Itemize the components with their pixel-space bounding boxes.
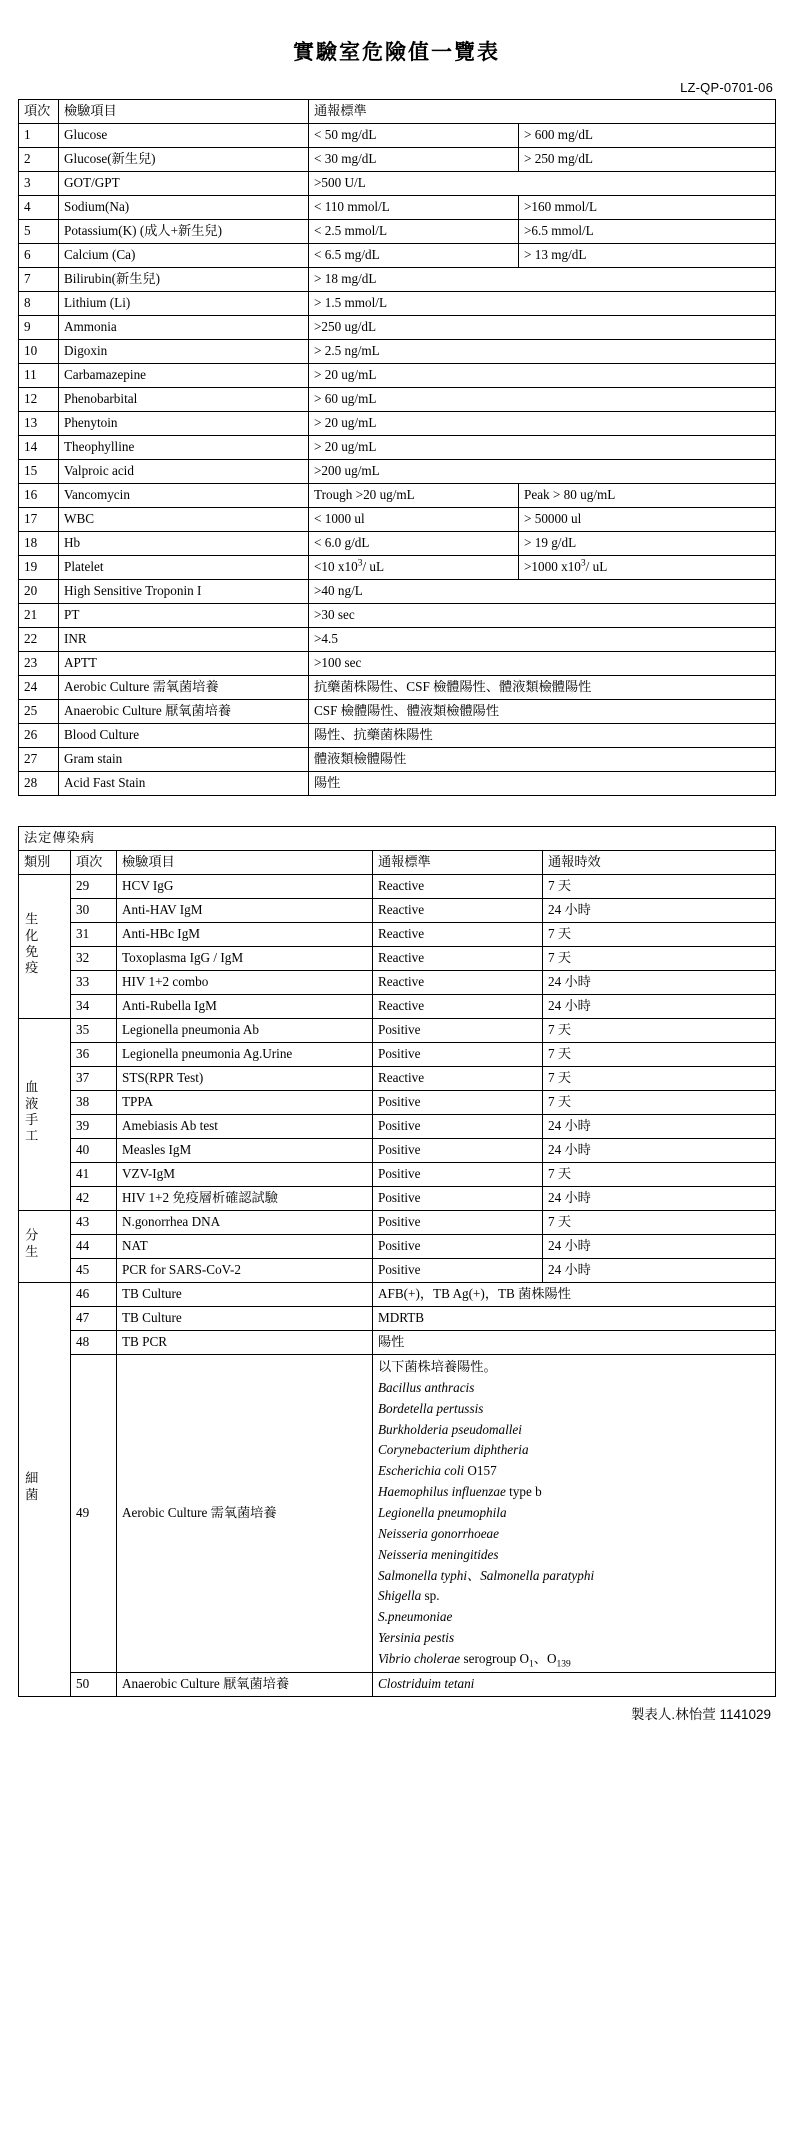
row-no: 21 bbox=[19, 604, 59, 628]
row-no: 41 bbox=[71, 1163, 117, 1187]
row-item: Phenytoin bbox=[59, 412, 309, 436]
table-row bbox=[19, 1259, 776, 1283]
row-no: 35 bbox=[71, 1019, 117, 1043]
row-criteria: > 18 mg/dL bbox=[309, 268, 776, 292]
row-item: WBC bbox=[59, 508, 309, 532]
table-row bbox=[19, 947, 776, 971]
table-row bbox=[19, 1019, 776, 1043]
table-row bbox=[19, 148, 776, 172]
table-row bbox=[19, 364, 776, 388]
row-no: 33 bbox=[71, 971, 117, 995]
row-criteria: > 20 ug/mL bbox=[309, 436, 776, 460]
row-no: 26 bbox=[19, 724, 59, 748]
row-criteria: 陽性 bbox=[373, 1331, 776, 1355]
row-no: 36 bbox=[71, 1043, 117, 1067]
row-criteria: Reactive bbox=[373, 875, 543, 899]
row-criteria: Positive bbox=[373, 1235, 543, 1259]
row-criteria: >30 sec bbox=[309, 604, 776, 628]
row-item: Anti-HBc IgM bbox=[117, 923, 373, 947]
row-item: Lithium (Li) bbox=[59, 292, 309, 316]
row-criteria-low: < 30 mg/dL bbox=[309, 148, 519, 172]
row-criteria: Positive bbox=[373, 1019, 543, 1043]
row-criteria-high: >6.5 mmol/L bbox=[519, 220, 776, 244]
table-row bbox=[19, 1283, 776, 1307]
table-row bbox=[19, 124, 776, 148]
row-deadline: 24 小時 bbox=[543, 995, 776, 1019]
row-criteria: Reactive bbox=[373, 923, 543, 947]
row-criteria: > 20 ug/mL bbox=[309, 412, 776, 436]
row-deadline: 7 天 bbox=[543, 1091, 776, 1115]
table-row bbox=[19, 460, 776, 484]
row-criteria: AFB(+)，TB Ag(+)，TB 菌株陽性 bbox=[373, 1283, 776, 1307]
row-item: PCR for SARS-CoV-2 bbox=[117, 1259, 373, 1283]
row-criteria-low: <10 $x10^3/$ uL bbox=[309, 556, 519, 580]
table-row bbox=[19, 1235, 776, 1259]
row-no: 2 bbox=[19, 148, 59, 172]
section-title: 法定傳染病 bbox=[19, 827, 776, 851]
organism-name: Burkholderia pseudomallei bbox=[378, 1421, 522, 1437]
header-category: 類別 bbox=[19, 851, 71, 875]
row-item: INR bbox=[59, 628, 309, 652]
header-deadline: 通報時效 bbox=[543, 851, 776, 875]
row-criteria: Positive bbox=[373, 1259, 543, 1283]
row-no: 19 bbox=[19, 556, 59, 580]
row-criteria: Clostriduim tetani bbox=[373, 1672, 776, 1696]
row-item: TB Culture bbox=[117, 1283, 373, 1307]
row-no: 47 bbox=[71, 1307, 117, 1331]
row-item: STS(RPR Test) bbox=[117, 1067, 373, 1091]
header-no: 項次 bbox=[71, 851, 117, 875]
table-row bbox=[19, 772, 776, 796]
table-row bbox=[19, 971, 776, 995]
row-item: APTT bbox=[59, 652, 309, 676]
row-item: Anaerobic Culture 厭氧菌培養 bbox=[59, 700, 309, 724]
row-item: TB Culture bbox=[117, 1307, 373, 1331]
table-row bbox=[19, 580, 776, 604]
row-deadline: 7 天 bbox=[543, 1043, 776, 1067]
row-no: 39 bbox=[71, 1115, 117, 1139]
row-item: PT bbox=[59, 604, 309, 628]
table-row bbox=[19, 1067, 776, 1091]
row-deadline: 24 小時 bbox=[543, 1259, 776, 1283]
row-item: Valproic acid bbox=[59, 460, 309, 484]
row-criteria: CSF 檢體陽性、體液類檢體陽性 bbox=[309, 700, 776, 724]
row-criteria-high: >160 mmol/L bbox=[519, 196, 776, 220]
organism-name: Bordetella pertussis bbox=[378, 1400, 484, 1416]
header-no: 項次 bbox=[19, 100, 59, 124]
row-item: Gram stain bbox=[59, 748, 309, 772]
row-no: 27 bbox=[19, 748, 59, 772]
table-row bbox=[19, 652, 776, 676]
row-criteria-low: < 2.5 mmol/L bbox=[309, 220, 519, 244]
critical-values-body bbox=[19, 124, 776, 796]
row-item: Ammonia bbox=[59, 316, 309, 340]
row-no: 3 bbox=[19, 172, 59, 196]
table-row bbox=[19, 899, 776, 923]
table-row bbox=[19, 604, 776, 628]
table-row bbox=[19, 700, 776, 724]
table-row bbox=[19, 676, 776, 700]
row-no: 32 bbox=[71, 947, 117, 971]
table-row bbox=[19, 508, 776, 532]
header-item: 檢驗項目 bbox=[117, 851, 373, 875]
row-deadline: 24 小時 bbox=[543, 971, 776, 995]
row-no: 30 bbox=[71, 899, 117, 923]
row-item: VZV-IgM bbox=[117, 1163, 373, 1187]
organism-name: Neisseria meningitides bbox=[378, 1546, 499, 1562]
row-no: 40 bbox=[71, 1139, 117, 1163]
row-item: HCV IgG bbox=[117, 875, 373, 899]
row-criteria-high: > 600 mg/dL bbox=[519, 124, 776, 148]
table-row bbox=[19, 388, 776, 412]
row-item: Legionella pneumonia Ab bbox=[117, 1019, 373, 1043]
row-item: Acid Fast Stain bbox=[59, 772, 309, 796]
row-criteria-low: < 110 mmol/L bbox=[309, 196, 519, 220]
table-row bbox=[19, 628, 776, 652]
row-no: 37 bbox=[71, 1067, 117, 1091]
row-criteria: > 1.5 mmol/L bbox=[309, 292, 776, 316]
notifiable-diseases-body bbox=[19, 827, 776, 1697]
row-no: 28 bbox=[19, 772, 59, 796]
row-criteria-low: < 1000 ul bbox=[309, 508, 519, 532]
row-no: 50 bbox=[71, 1672, 117, 1696]
row-item: Anti-Rubella IgM bbox=[117, 995, 373, 1019]
table-row bbox=[19, 532, 776, 556]
row-item: Glucose(新生兒) bbox=[59, 148, 309, 172]
table-row bbox=[19, 436, 776, 460]
row-deadline: 7 天 bbox=[543, 875, 776, 899]
row-item: Aerobic Culture 需氧菌培養 bbox=[117, 1355, 373, 1673]
row-criteria-high: Peak > 80 ug/mL bbox=[519, 484, 776, 508]
row-criteria-low: < 6.5 mg/dL bbox=[309, 244, 519, 268]
row-criteria: 陽性、抗藥菌株陽性 bbox=[309, 724, 776, 748]
table-row bbox=[19, 1139, 776, 1163]
row-criteria: >4.5 bbox=[309, 628, 776, 652]
row-deadline: 7 天 bbox=[543, 1067, 776, 1091]
row-no: 25 bbox=[19, 700, 59, 724]
table-row bbox=[19, 244, 776, 268]
row-criteria: Reactive bbox=[373, 899, 543, 923]
category-label: 分生 bbox=[19, 1211, 71, 1283]
table-row bbox=[19, 748, 776, 772]
row-item: Platelet bbox=[59, 556, 309, 580]
organism-name: Legionella pneumophila bbox=[378, 1505, 507, 1521]
row-item: Glucose bbox=[59, 124, 309, 148]
row-deadline: 7 天 bbox=[543, 1163, 776, 1187]
row-item: Calcium (Ca) bbox=[59, 244, 309, 268]
notifiable-diseases-table bbox=[18, 826, 776, 1697]
row-criteria: Positive bbox=[373, 1115, 543, 1139]
table-row bbox=[19, 1211, 776, 1235]
row-no: 17 bbox=[19, 508, 59, 532]
row-criteria: Reactive bbox=[373, 947, 543, 971]
row-item: HIV 1+2 免疫層析確認試驗 bbox=[117, 1187, 373, 1211]
row-no: 22 bbox=[19, 628, 59, 652]
row-criteria: Reactive bbox=[373, 1067, 543, 1091]
table-row bbox=[19, 412, 776, 436]
table-row bbox=[19, 724, 776, 748]
table-row bbox=[19, 875, 776, 899]
row-criteria: Positive bbox=[373, 1091, 543, 1115]
table-row bbox=[19, 1355, 776, 1673]
table-row bbox=[19, 556, 776, 580]
row-no: 13 bbox=[19, 412, 59, 436]
row-criteria: MDRTB bbox=[373, 1307, 776, 1331]
document-code: LZ-QP-0701-06 bbox=[680, 80, 773, 95]
row-no: 11 bbox=[19, 364, 59, 388]
row-item: TPPA bbox=[117, 1091, 373, 1115]
row-item: NAT bbox=[117, 1235, 373, 1259]
row-no: 44 bbox=[71, 1235, 117, 1259]
row-item: Phenobarbital bbox=[59, 388, 309, 412]
row-no: 16 bbox=[19, 484, 59, 508]
row-item: Aerobic Culture 需氧菌培養 bbox=[59, 676, 309, 700]
table-row bbox=[19, 316, 776, 340]
row-deadline: 24 小時 bbox=[543, 899, 776, 923]
row-no: 1 bbox=[19, 124, 59, 148]
row-deadline: 24 小時 bbox=[543, 1139, 776, 1163]
row-criteria: >250 ug/dL bbox=[309, 316, 776, 340]
row-item: Vancomycin bbox=[59, 484, 309, 508]
table-row bbox=[19, 1331, 776, 1355]
table-row bbox=[19, 340, 776, 364]
row-criteria-high: > 50000 ul bbox=[519, 508, 776, 532]
row-no: 4 bbox=[19, 196, 59, 220]
table-row bbox=[19, 1043, 776, 1067]
row-item: Theophylline bbox=[59, 436, 309, 460]
row-deadline: 7 天 bbox=[543, 1211, 776, 1235]
row-criteria: 抗藥菌株陽性、CSF 檢體陽性、體液類檢體陽性 bbox=[309, 676, 776, 700]
row-criteria: 體液類檢體陽性 bbox=[309, 748, 776, 772]
row-item: HIV 1+2 combo bbox=[117, 971, 373, 995]
row-criteria: > 60 ug/mL bbox=[309, 388, 776, 412]
row-item: Digoxin bbox=[59, 340, 309, 364]
row-item: Hb bbox=[59, 532, 309, 556]
row-item: Anaerobic Culture 厭氧菌培養 bbox=[117, 1672, 373, 1696]
category-label: 細菌 bbox=[19, 1283, 71, 1697]
row-no: 29 bbox=[71, 875, 117, 899]
row-no: 34 bbox=[71, 995, 117, 1019]
row-criteria-low: < 50 mg/dL bbox=[309, 124, 519, 148]
row-no: 31 bbox=[71, 923, 117, 947]
row-no: 45 bbox=[71, 1259, 117, 1283]
row-item: GOT/GPT bbox=[59, 172, 309, 196]
organism-name: Corynebacterium diphtheria bbox=[378, 1442, 529, 1458]
row-criteria bbox=[373, 1355, 776, 1673]
row-no: 42 bbox=[71, 1187, 117, 1211]
table-row bbox=[19, 484, 776, 508]
row-criteria: >100 sec bbox=[309, 652, 776, 676]
row-item: TB PCR bbox=[117, 1331, 373, 1355]
row-criteria-high: > 19 g/dL bbox=[519, 532, 776, 556]
table-row bbox=[19, 196, 776, 220]
row-item: Measles IgM bbox=[117, 1139, 373, 1163]
row-no: 23 bbox=[19, 652, 59, 676]
table-row bbox=[19, 220, 776, 244]
row-criteria: Positive bbox=[373, 1211, 543, 1235]
bacteria-lead: 以下菌株培養陽性。 bbox=[378, 1359, 497, 1374]
row-item: Toxoplasma IgG / IgM bbox=[117, 947, 373, 971]
row-no: 15 bbox=[19, 460, 59, 484]
table-row bbox=[19, 268, 776, 292]
organism-name: S.pneumoniae bbox=[378, 1609, 453, 1625]
table-gap bbox=[18, 796, 775, 826]
organism-name: Neisseria gonorrhoeae bbox=[378, 1525, 500, 1541]
section-title-row bbox=[19, 827, 776, 851]
row-criteria: 陽性 bbox=[309, 772, 776, 796]
row-item: Potassium(K) (成人+新生兒) bbox=[59, 220, 309, 244]
category-label: 血液手工 bbox=[19, 1019, 71, 1211]
table-row bbox=[19, 292, 776, 316]
row-criteria: >40 ng/L bbox=[309, 580, 776, 604]
row-criteria-high: >1000 $x10^3/$ uL bbox=[519, 556, 776, 580]
table-row bbox=[19, 172, 776, 196]
row-no: 49 bbox=[71, 1355, 117, 1673]
row-deadline: 24 小時 bbox=[543, 1235, 776, 1259]
row-deadline: 24 小時 bbox=[543, 1115, 776, 1139]
row-no: 20 bbox=[19, 580, 59, 604]
row-criteria: Reactive bbox=[373, 971, 543, 995]
header-criteria: 通報標準 bbox=[373, 851, 543, 875]
row-item: N.gonorrhea DNA bbox=[117, 1211, 373, 1235]
row-deadline: 24 小時 bbox=[543, 1187, 776, 1211]
row-no: 18 bbox=[19, 532, 59, 556]
row-item: Anti-HAV IgM bbox=[117, 899, 373, 923]
row-deadline: 7 天 bbox=[543, 947, 776, 971]
row-criteria: > 20 ug/mL bbox=[309, 364, 776, 388]
organism-name: Salmonella typhi、Salmonella paratyphi bbox=[378, 1567, 595, 1583]
row-criteria: Positive bbox=[373, 1043, 543, 1067]
author-footer: 製表人.林怡萱 1141029 bbox=[630, 1706, 771, 1722]
row-item: Sodium(Na) bbox=[59, 196, 309, 220]
row-no: 46 bbox=[71, 1283, 117, 1307]
row-item: Amebiasis Ab test bbox=[117, 1115, 373, 1139]
table-row bbox=[19, 1115, 776, 1139]
row-criteria-high: > 250 mg/dL bbox=[519, 148, 776, 172]
row-item: Bilirubin(新生兒) bbox=[59, 268, 309, 292]
organism-name: Haemophilus influenzae type b bbox=[378, 1484, 542, 1500]
row-no: 12 bbox=[19, 388, 59, 412]
row-no: 24 bbox=[19, 676, 59, 700]
organism-name: Vibrio cholerae serogroup $O_1$、$O_{139}$ bbox=[378, 1651, 571, 1670]
table-header-row bbox=[19, 100, 776, 124]
page-title: 實驗室危險值一覽表 bbox=[293, 40, 500, 64]
row-criteria-high: > 13 mg/dL bbox=[519, 244, 776, 268]
row-no: 7 bbox=[19, 268, 59, 292]
organism-name: Bacillus anthracis bbox=[378, 1379, 475, 1395]
header-criteria: 通報標準 bbox=[309, 100, 776, 124]
row-criteria: >200 ug/mL bbox=[309, 460, 776, 484]
row-item: Carbamazepine bbox=[59, 364, 309, 388]
row-criteria: Reactive bbox=[373, 995, 543, 1019]
table-row bbox=[19, 995, 776, 1019]
row-criteria: Positive bbox=[373, 1139, 543, 1163]
row-no: 10 bbox=[19, 340, 59, 364]
row-criteria-low: Trough >20 ug/mL bbox=[309, 484, 519, 508]
row-criteria: Positive bbox=[373, 1187, 543, 1211]
row-criteria: >500 U/L bbox=[309, 172, 776, 196]
row-item: High Sensitive Troponin I bbox=[59, 580, 309, 604]
table-row bbox=[19, 1163, 776, 1187]
row-criteria: > 2.5 ng/mL bbox=[309, 340, 776, 364]
organism-name: Yersinia pestis bbox=[378, 1630, 455, 1646]
row-deadline: 7 天 bbox=[543, 1019, 776, 1043]
critical-values-table bbox=[18, 99, 776, 796]
row-deadline: 7 天 bbox=[543, 923, 776, 947]
row-no: 48 bbox=[71, 1331, 117, 1355]
table-row bbox=[19, 1187, 776, 1211]
header-item: 檢驗項目 bbox=[59, 100, 309, 124]
row-no: 5 bbox=[19, 220, 59, 244]
organism-name: Shigella sp. bbox=[378, 1588, 440, 1604]
table-row bbox=[19, 1307, 776, 1331]
row-no: 6 bbox=[19, 244, 59, 268]
row-no: 14 bbox=[19, 436, 59, 460]
row-no: 8 bbox=[19, 292, 59, 316]
row-item: Blood Culture bbox=[59, 724, 309, 748]
table-row bbox=[19, 1672, 776, 1696]
row-no: 38 bbox=[71, 1091, 117, 1115]
table-header-row bbox=[19, 851, 776, 875]
organism-name: Escherichia coli O157 bbox=[378, 1463, 497, 1479]
table-row bbox=[19, 923, 776, 947]
category-label: 生化免疫 bbox=[19, 875, 71, 1019]
row-criteria: Positive bbox=[373, 1163, 543, 1187]
row-item: Legionella pneumonia Ag.Urine bbox=[117, 1043, 373, 1067]
table-row bbox=[19, 1091, 776, 1115]
row-no: 9 bbox=[19, 316, 59, 340]
row-no: 43 bbox=[71, 1211, 117, 1235]
row-criteria-low: < 6.0 g/dL bbox=[309, 532, 519, 556]
